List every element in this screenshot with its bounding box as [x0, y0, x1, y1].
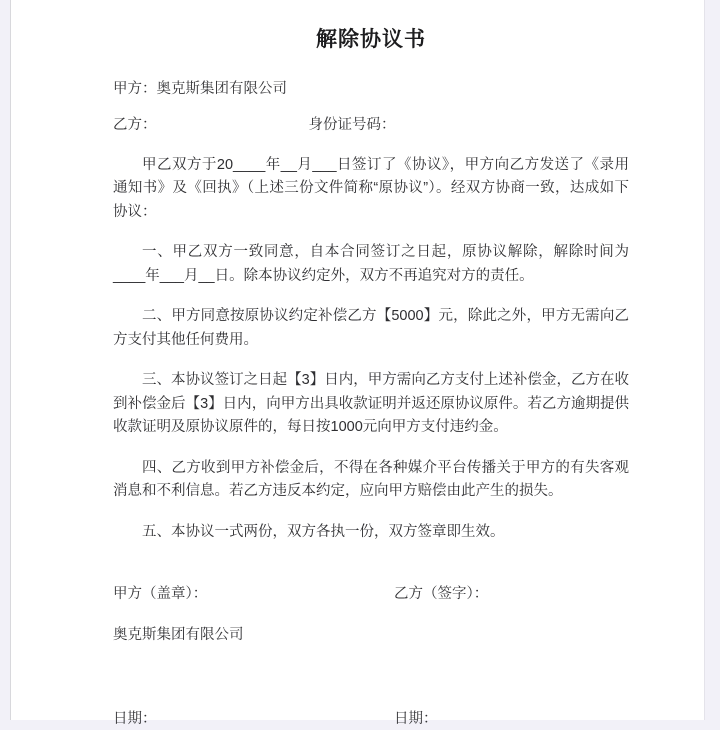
- signature-company-row: [113, 606, 629, 647]
- document-page: [10, 0, 705, 727]
- id-number-label: 身份证号码：: [308, 117, 396, 134]
- clause-2: 二、甲方同意按原协议约定补偿乙方【5000】元，除此之外，甲方无需向乙方支付其他任何费用。: [113, 308, 629, 348]
- clause-5: 五、本协议一式两份，双方各执一份，双方签章即生效。: [142, 523, 505, 540]
- clause-4: 四、乙方收到甲方补偿金后，不得在各种媒介平台传播关于甲方的有失客观消息和不利信息。若乙方违反本约定，应向甲方赔偿由此产生的损失。: [113, 459, 629, 500]
- date-row: [113, 647, 629, 730]
- signature-labels-row: [113, 544, 629, 606]
- party-a-seal-label: 甲方（盖章）：: [113, 586, 208, 603]
- party-a-line: [113, 54, 629, 101]
- clause-3: 三、本协议签订之日起【3】日内，甲方需向乙方支付上述补偿金，乙方在收到补偿金后【3】日内，向甲方出具收款证明并返还原协议原件。若乙方逾期提供收款证明及原协议原件的，每日按1000元向甲方支付违约金。: [113, 372, 629, 436]
- party-a-label: 甲方：: [113, 81, 157, 98]
- clause-1: 一、甲乙双方一致同意，自本合同签订之日起，原协议解除，解除时间为____年___月__日。除本协议约定外，双方不再追究对方的责任。: [113, 244, 629, 284]
- party-b-line: [113, 101, 629, 137]
- preamble-paragraph: 甲乙双方于20____年__月___日签订了《协议》，甲方向乙方发送了《录用通知书》及《回执》（上述三份文件简称“原协议”）。经双方协商一致，达成如下协议：: [113, 156, 629, 220]
- party-b-sign-label: 乙方（签字）：: [394, 586, 489, 603]
- date-label-right: 日期：: [394, 710, 438, 727]
- party-a-company-name: 奥克斯集团有限公司: [113, 626, 244, 643]
- party-a-value: 奥克斯集团有限公司: [156, 81, 287, 98]
- page-title: 解除协议书: [316, 28, 426, 51]
- date-label-left: 日期：: [113, 710, 157, 727]
- document-content: [113, 0, 629, 727]
- party-b-label: 乙方：: [113, 117, 157, 134]
